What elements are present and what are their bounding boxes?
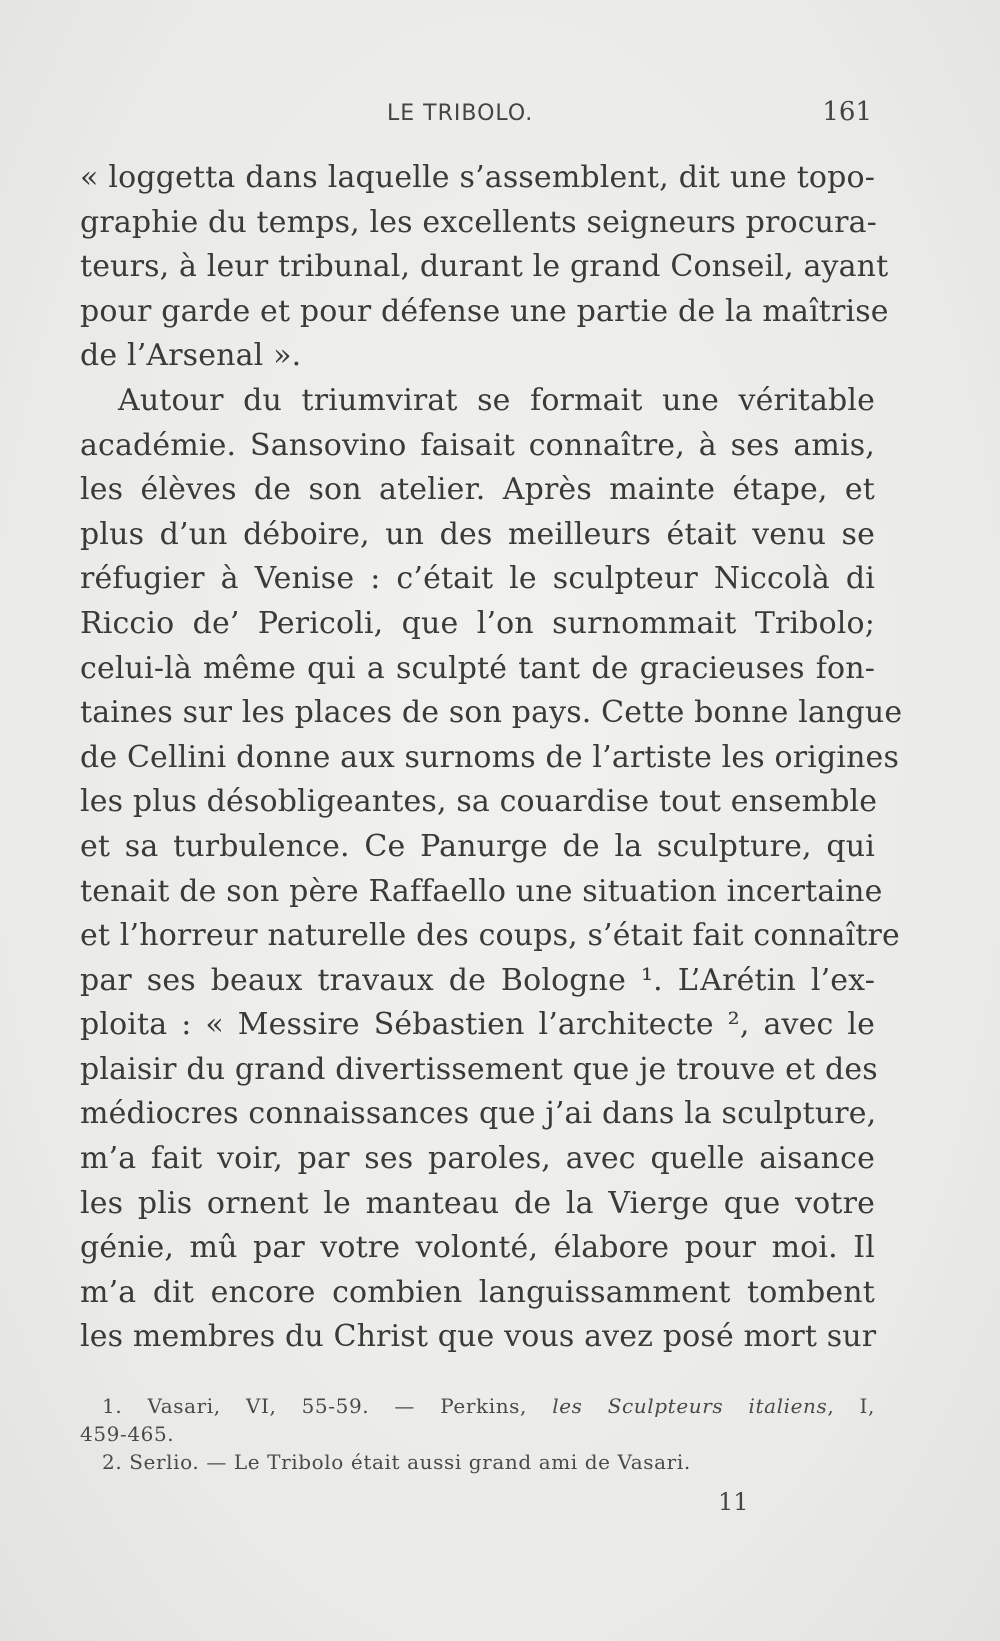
text-line: les plis ornent le manteau de la Vierge que votre [80, 1185, 875, 1221]
body-text [80, 156, 903, 1360]
text-line: taines sur les places de son pays. Cette bonne langue [80, 695, 903, 731]
text-line: par ses beaux travaux de Bologne ¹. L’Arétin l’ex- [80, 962, 875, 998]
text-line: les membres du Christ que vous avez posé mort sur [80, 1319, 877, 1355]
text-line: académie. Sansovino faisait connaître, à ses amis, [80, 427, 875, 463]
text-line: les élèves de son atelier. Après mainte étape, et [80, 472, 875, 508]
text-line: celui-là même qui a sculpté tant de gracieuses fon- [80, 650, 875, 686]
footnote-2: 2. Serlio. — Le Tribolo était aussi grand ami de Vasari. [102, 1450, 691, 1474]
text-line: Riccio de’ Pericoli, que l’on surnommait Tribolo; [80, 605, 875, 641]
text-line: et sa turbulence. Ce Panurge de la sculpture, qui [80, 828, 875, 864]
text-line: m’a fait voir, par ses paroles, avec quelle aisance [80, 1141, 875, 1177]
text-line: de Cellini donne aux surnoms de l’artiste les origines [80, 739, 900, 775]
footnote-1-title: les Sculpteurs italiens [552, 1394, 828, 1418]
text-line: Autour du triumvirat se formait une véritable [118, 382, 875, 418]
text-line: de l’Arsenal ». [80, 338, 302, 374]
running-title: LE TRIBOLO. [387, 101, 534, 126]
text-line: tenait de son père Raffaello une situation incertaine [80, 873, 883, 909]
footnote-1-volume: , I, [827, 1394, 876, 1418]
text-line: et l’horreur naturelle des coups, s’était fait connaître [80, 918, 900, 954]
text-line: les plus désobligeantes, sa couardise tout ensemble [80, 784, 878, 820]
text-line: plaisir du grand divertissement que je trouve et des [80, 1051, 878, 1087]
text-line: « loggetta dans laquelle s’assemblent, dit une topo- [80, 160, 875, 195]
text-line: médiocres connaissances que j’ai dans la sculpture, [80, 1096, 877, 1132]
text-line: graphie du temps, les excellents seigneurs procura- [80, 204, 877, 240]
text-line: pour garde et pour défense une partie de la maîtrise [80, 293, 889, 329]
text-line: m’a dit encore combien languissamment tombent [80, 1274, 875, 1310]
page-number: 161 [822, 97, 872, 127]
footnote-1-continuation: 459-465. [80, 1422, 175, 1446]
text-line: plus d’un déboire, un des meilleurs était venu se [80, 516, 875, 552]
text-line: ploita : « Messire Sébastien l’architecte ², avec le [80, 1007, 875, 1043]
text-line: génie, mû par votre volonté, élabore pour moi. Il [80, 1230, 875, 1266]
footnote-1-text: 1. Vasari, VI, 55-59. — Perkins, [102, 1394, 553, 1418]
running-head [82, 97, 872, 137]
text-line: teurs, à leur tribunal, durant le grand Conseil, ayant [80, 249, 889, 285]
signature-mark: 11 [718, 1488, 749, 1516]
text-line: réfugier à Venise : c’était le sculpteur Niccolà di [80, 561, 875, 597]
footnotes [80, 1392, 875, 1476]
footnote-1 [80, 1392, 875, 1420]
